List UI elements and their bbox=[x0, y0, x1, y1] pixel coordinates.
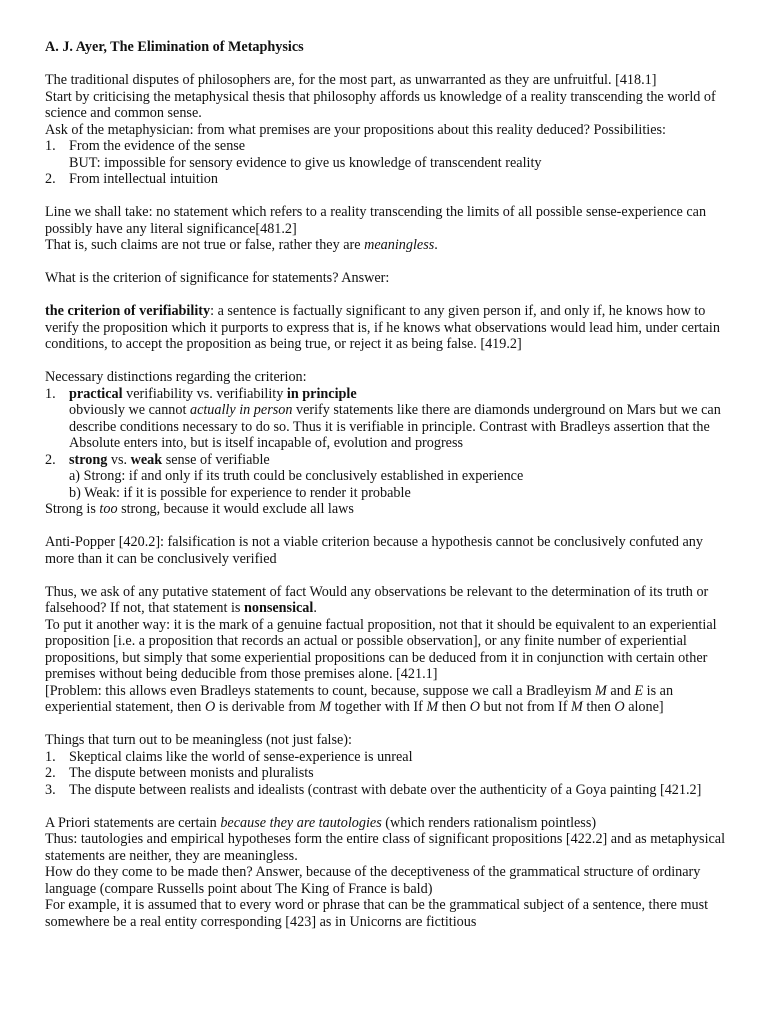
list-text: From the evidence of the sense bbox=[69, 138, 246, 154]
list-item-monists bbox=[45, 765, 735, 782]
list-item-realists bbox=[45, 782, 735, 799]
list-item-strong-weak: 2. strong vs. weak sense of verifiable bbox=[45, 451, 270, 468]
paragraph-a-priori: A Priori statements are certain because they are tautologies (which renders rationalism pointless) bbox=[45, 814, 597, 831]
spacer bbox=[45, 716, 735, 733]
list-subitem-strong: a) Strong: if and only if its truth could be conclusively established in experience bbox=[69, 468, 524, 484]
list-text: The dispute between realists and idealists (contrast with debate over the authenticity of a Goya painting [421.2] bbox=[69, 781, 702, 798]
list-number: 2. bbox=[45, 765, 56, 781]
paragraph-tautologies: Thus: tautologies and empirical hypotheses form the entire class of significant propositions [422.2] and as metaphysical statements are neither, they are meaningless. bbox=[45, 831, 726, 864]
paragraph-problem: [Problem: this allows even Bradleys statements to count, because, suppose we call a Bradleyism M and E is an experiential statement, then O is derivable from M together with If M then O but not from If M then O alone] bbox=[45, 682, 674, 715]
paragraph-distinctions: Necessary distinctions regarding the criterion: bbox=[45, 369, 307, 385]
list-subtext: BUT: impossible for sensory evidence to give us knowledge of transcendent reality bbox=[69, 154, 542, 171]
paragraph-how-made: How do they come to be made then? Answer, because of the deceptiveness of the grammatical structure of ordinary language (compare Russells point about The King of France is bald) bbox=[45, 864, 701, 897]
spacer bbox=[45, 287, 735, 304]
paragraph-for-example: For example, it is assumed that to every word or phrase that can be the grammatical subject of a sentence, there must somewhere be a real entity corresponding [423] as in Unicorns are fictitious bbox=[45, 897, 709, 930]
list-item-skeptical bbox=[45, 749, 735, 766]
spacer bbox=[45, 353, 735, 370]
spacer bbox=[45, 254, 735, 271]
list-number: 1. bbox=[45, 385, 56, 402]
list-text: From intellectual intuition bbox=[69, 171, 218, 187]
paragraph-start-criticising: Start by criticising the metaphysical thesis that philosophy affords us knowledge of a reality transcending the world of science and common sense. bbox=[45, 88, 716, 121]
spacer bbox=[45, 567, 735, 584]
paragraph-ask-metaphysician: Ask of the metaphysician: from what premises are your propositions about this reality deduced? Possibilities: bbox=[45, 121, 666, 138]
list-number: 2. bbox=[45, 171, 56, 187]
paragraph-meaningless-things: Things that turn out to be meaningless (not just false): bbox=[45, 732, 352, 748]
list-number: 3. bbox=[45, 781, 56, 798]
spacer bbox=[45, 798, 735, 815]
paragraph-anti-popper: Anti-Popper [420.2]: falsification is not a viable criterion because a hypothesis cannot be conclusively confuted any more than it can be conclusively verified bbox=[45, 534, 703, 567]
list-text: The dispute between monists and pluralists bbox=[69, 765, 314, 781]
document-page bbox=[45, 39, 735, 930]
list-number: 2. bbox=[45, 451, 56, 468]
spacer bbox=[45, 518, 735, 535]
paragraph-too-strong: Strong is too strong, because it would exclude all laws bbox=[45, 501, 354, 517]
spacer bbox=[45, 188, 735, 205]
list-item-practical: 1. practical verifiability vs. verifiability in principle bbox=[45, 385, 357, 402]
list-subtext-practical: obviously we cannot actually in person verify statements like there are diamonds underground on Mars but we can describe conditions necessary to do so. Thus it is verifiable in principle. Contrast with Bradleys assertion that the Absolute enters into, but is itself incapable of, evolution and progress bbox=[69, 402, 721, 451]
spacer bbox=[45, 56, 735, 73]
list-item-intuition bbox=[45, 171, 735, 188]
paragraph-another-way: To put it another way: it is the mark of a genuine factual proposition, not that it should be equivalent to an experiential proposition [i.e. a proposition that records an actual or possible observation], or any finite number of experiential propositions, but simply that some experiential propositions can be deduced from it in conjunction with certain other premises without being deducible from those premises alone. [421.1] bbox=[45, 616, 717, 682]
list-text: Skeptical claims like the world of sense-experience is unreal bbox=[69, 748, 413, 765]
paragraph-putative-statement: Thus, we ask of any putative statement of fact Would any observations be relevant to the determination of its truth or falsehood? If not, that statement is nonsensical. bbox=[45, 583, 709, 616]
list-number: 1. bbox=[45, 138, 56, 154]
paragraph-verifiability: the criterion of verifiability: a sentence is factually significant to any given person if, and only if, he knows how to verify the proposition which it purports to express that is, if he knows what observations would lead him, under certain conditions, to accept the proposition as being true, or reject it as being false. [419.2] bbox=[45, 303, 720, 352]
list-number: 1. bbox=[45, 748, 56, 765]
list-subitem-weak: b) Weak: if it is possible for experience to render it probable bbox=[69, 484, 411, 501]
paragraph-meaningless: That is, such claims are not true or false, rather they are meaningless. bbox=[45, 237, 438, 253]
paragraph-criterion-question: What is the criterion of significance for statements? Answer: bbox=[45, 270, 390, 286]
paragraph-line-we-take: Line we shall take: no statement which refers to a reality transcending the limits of all possible sense-experience can possibly have any literal significance[481.2] bbox=[45, 204, 707, 237]
paragraph-unwarranted: The traditional disputes of philosophers are, for the most part, as unwarranted as they are unfruitful. [418.1] bbox=[45, 72, 657, 88]
list-item-sense bbox=[45, 138, 735, 155]
document-title: A. J. Ayer, The Elimination of Metaphysics bbox=[45, 39, 304, 55]
